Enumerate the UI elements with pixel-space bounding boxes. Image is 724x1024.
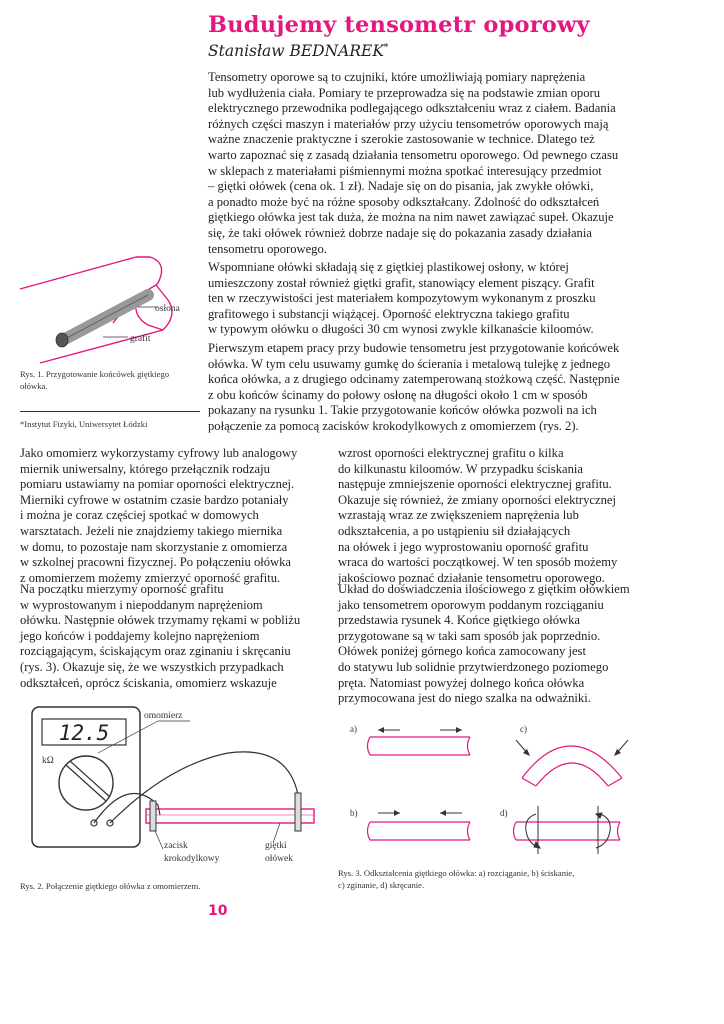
- caption-line: ołówka.: [20, 381, 48, 391]
- text-line: do statywu lub solidnie przytwierdzonego poziomego: [338, 659, 609, 674]
- text-line: pomiaru ustawiamy na pomiar oporności elektrycznej.: [20, 477, 295, 492]
- text-line: elektrycznego przewodnika podlegającego odkształceniu wraz z ciałem. Badania: [208, 101, 616, 116]
- text-line: w typowym ołówku o długości 30 cm wynosi zwykle kilkanaście kiloomów.: [208, 322, 594, 337]
- text-line: miernik uniwersalny, którego przełącznik rodzaju: [20, 461, 270, 476]
- figure-3-deformations: [340, 718, 630, 858]
- text-line: pokazany na rysunku 1. Takie przygotowanie końców ołówka pozwoli na ich: [208, 403, 597, 418]
- label-d: d): [500, 808, 508, 818]
- text-line: warto zapoznać się z zasadą działania tensometru oporowego. Od pewnego czasu: [208, 147, 619, 162]
- page-number: 10: [208, 903, 228, 919]
- clip-right: [295, 793, 301, 831]
- text-line: na ołówek i jego wyprostowaniu oporność grafitu: [338, 539, 589, 554]
- label-omomierz: omomierz: [144, 711, 183, 721]
- text-line: i można je coraz częściej spotkać w domowych: [20, 508, 259, 523]
- paragraph-3: [208, 341, 620, 435]
- author-name: Stanisław BEDNAREK: [208, 42, 384, 60]
- author: [208, 42, 388, 60]
- figure-3-caption: [338, 867, 574, 891]
- text-line: ważne znaczenie praktyczne i szerokie zastosowanie w technice. Dlatego też: [208, 132, 595, 147]
- text-line: lub wydłużenia ciała. Pomiary te przeprowadza się na podstawie zmian oporu: [208, 85, 601, 100]
- text-line: z obu końców ścinamy do połowy osłonę na długości około 1 cm w sposób: [208, 387, 588, 402]
- text-line: odkształcenia, a po ustąpieniu sił działających: [338, 523, 571, 538]
- text-line: Wspomniane ołówki składają się z giętkiej plastikowej osłony, w której: [208, 260, 569, 274]
- pencil-sheath: [20, 257, 172, 363]
- text-line: giętkiego ołówka jest tak duża, że można na nim nawet zawiązać supeł. Okazuje: [208, 210, 614, 225]
- paragraph-2: [208, 260, 596, 338]
- text-line: wraca do wartości początkowej. W ten sposób możemy: [338, 555, 618, 570]
- text-line: w szkolnej pracowni fizycznej. Po połączeniu ołówka: [20, 555, 292, 570]
- text-line: ołówku. Następnie ołówek trzymamy rękami w pobliżu: [20, 613, 301, 628]
- label-c: c): [520, 724, 527, 734]
- text-line: następuje zmniejszenie oporności elektrycznej grafitu.: [338, 477, 612, 492]
- text-line: przedstawia rysunek 4. Końce giętkiego ołówka: [338, 613, 581, 628]
- arrow-stretch-left: [378, 727, 400, 733]
- text-line: Tensometry oporowe są to czujniki, które umożliwiają pomiary naprężenia: [208, 70, 586, 84]
- text-line: Układ do doświadczenia ilościowego z giętkim ołówkiem: [338, 582, 630, 596]
- dial-pointer: [66, 765, 106, 801]
- text-line: Na początku mierzymy oporność grafitu: [20, 582, 224, 596]
- display-reading: 12.5: [58, 721, 110, 745]
- left-column-paragraph-2: [20, 582, 300, 691]
- text-line: jego końców i poddajemy kolejno naprężeniom: [20, 628, 260, 643]
- arrow-compress-right: [440, 810, 462, 816]
- figure-2-caption: Rys. 2. Połączenie giętkiego ołówka z omomierzem.: [20, 881, 201, 891]
- footnote: [20, 418, 147, 430]
- clip-left: [150, 801, 156, 831]
- figure-1-pencil-ends: [18, 255, 203, 365]
- text-line: z omomierzem możemy zmierzyć oporność grafitu.: [20, 570, 281, 585]
- page-title: Budujemy tensometr oporowy: [208, 12, 590, 38]
- right-column-paragraph-1: [338, 446, 617, 586]
- label-olowek: ołówek: [265, 854, 293, 864]
- label-gietki: giętki: [265, 841, 287, 851]
- figure-1-caption: [20, 368, 169, 392]
- label-b: b): [350, 808, 358, 818]
- text-line: odkształceń, oprócz ściskania, omomierz wskazuje: [20, 675, 277, 690]
- text-line: grafitowego i substancji wiążącej. Oporność elektryczna takiego grafitu: [208, 306, 570, 321]
- text-line: warsztatach. Jeżeli nie znajdziemy takiego miernika: [20, 523, 283, 538]
- pencil: [146, 809, 314, 823]
- affiliation: Instytut Fizyki, Uniwersytet Łódzki: [24, 419, 148, 429]
- text-line: w wyprostowanym i niepoddanym naprężeniom: [20, 597, 263, 612]
- pencil-stretching: [368, 737, 471, 755]
- leader-gietki: [273, 823, 280, 843]
- caption-line: Rys. 3. Odkształcenia giętkiego ołówka: a) rozciąganie, b) ściskanie,: [338, 868, 575, 878]
- text-line: do kilkunastu kiloomów. W przypadku ściskania: [338, 461, 583, 476]
- arrow-compress-left: [378, 810, 400, 816]
- text-line: tensometru oporowego.: [208, 241, 327, 256]
- text-line: Okazuje się również, że zmiany oporności elektrycznej: [338, 492, 616, 507]
- pencil-bending: [522, 746, 622, 786]
- text-line: ołówka. W tym celu usuwamy gumkę do ścierania i metalową tulejkę z jednego: [208, 356, 611, 371]
- text-line: jako tensometrem oporowym poddanym rozciąganiu: [338, 597, 604, 612]
- label-a: a): [350, 724, 357, 734]
- text-line: końca ołówka, a z drugiego odcinamy zatemperowaną stożkową część. Następnie: [208, 372, 620, 387]
- arrow-bend-right: [614, 740, 628, 756]
- left-column-paragraph-1: [20, 446, 297, 586]
- label-oslona: osłona: [155, 304, 180, 314]
- text-line: wzrastają wraz ze zwiększeniem naprężenia lub: [338, 508, 579, 523]
- text-line: – giętki ołówek (cena ok. 1 zł). Nadaje się on do pisania, jak zwykłe ołówki,: [208, 179, 594, 194]
- caption-line: c) zginanie, d) skręcanie.: [338, 880, 425, 890]
- text-line: (rys. 3). Okazuje się, że we wszystkich przypadkach: [20, 659, 284, 674]
- text-line: a ponadto może być na różne sposoby odkształcany. Zdolność do odkształceń: [208, 194, 600, 209]
- arrow-bend-left: [516, 740, 530, 756]
- footnote-mark: *: [20, 419, 25, 429]
- figure-2-ohmmeter-setup: [18, 705, 323, 870]
- text-line: wzrost oporności elektrycznej grafitu o kilka: [338, 446, 564, 460]
- unit-label: kΩ: [42, 756, 54, 766]
- label-zacisk: zacisk: [164, 841, 188, 851]
- arrow-twist-left: [526, 806, 540, 854]
- text-line: w domu, to pozostaje nam skorzystanie z omomierza: [20, 539, 288, 554]
- intro-paragraph: [208, 70, 618, 257]
- text-line: przymocowana jest do niego szalka na odważniki.: [338, 691, 591, 706]
- text-line: Ołówek poniżej górnego końca zamocowany jest: [338, 644, 586, 659]
- author-footnote-mark: *: [383, 42, 389, 53]
- pencil-compression: [368, 822, 471, 840]
- text-line: jakościowo poznać działanie tensometru oporowego.: [338, 570, 605, 585]
- label-krokodylkowy: krokodylkowy: [164, 854, 220, 864]
- arrow-twist-right: [596, 806, 610, 854]
- text-line: Pierwszym etapem pracy przy budowie tensometru jest przygotowanie końcówek: [208, 341, 620, 355]
- footnote-divider: [20, 411, 200, 412]
- text-line: ten w rzeczywistości jest materiałem kompozytowym wykonanym z proszku: [208, 291, 596, 306]
- text-line: Mierniki cyfrowe w ostatnim czasie bardzo potaniały: [20, 492, 289, 507]
- lead-wire-long: [110, 752, 298, 823]
- text-line: umieszczony został również giętki grafit, stanowiący element piszący. Grafit: [208, 275, 595, 290]
- label-grafit: grafit: [130, 334, 151, 344]
- dial-pointer-2: [70, 761, 110, 797]
- caption-line: Rys. 1. Przygotowanie końcówek giętkiego: [20, 369, 170, 379]
- right-column-paragraph-2: [338, 582, 630, 707]
- text-line: różnych części maszyn i materiałów przy użyciu tensometrów oporowych mają: [208, 116, 609, 131]
- leader-zacisk: [155, 831, 163, 849]
- text-line: pręta. Natomiast powyżej dolnego końca ołówka: [338, 675, 585, 690]
- text-line: Jako omomierz wykorzystamy cyfrowy lub analogowy: [20, 446, 298, 460]
- text-line: rozciągającym, ściskającym oraz zginaniu i skręcaniu: [20, 644, 291, 659]
- text-line: w sklepach z materiałami piśmiennymi można spotkać interesujący przedmiot: [208, 163, 602, 178]
- text-line: przygotowane są w taki sam sposób jak poprzednio.: [338, 628, 601, 643]
- text-line: się, że taki ołówek również dobrze nadaje się do pokazania zasady działania: [208, 225, 592, 240]
- pencil-twisting: [514, 822, 621, 840]
- arrow-stretch-right: [440, 727, 462, 733]
- text-line: połączenie za pomocą zacisków krokodylkowych z omomierzem (rys. 2).: [208, 418, 579, 433]
